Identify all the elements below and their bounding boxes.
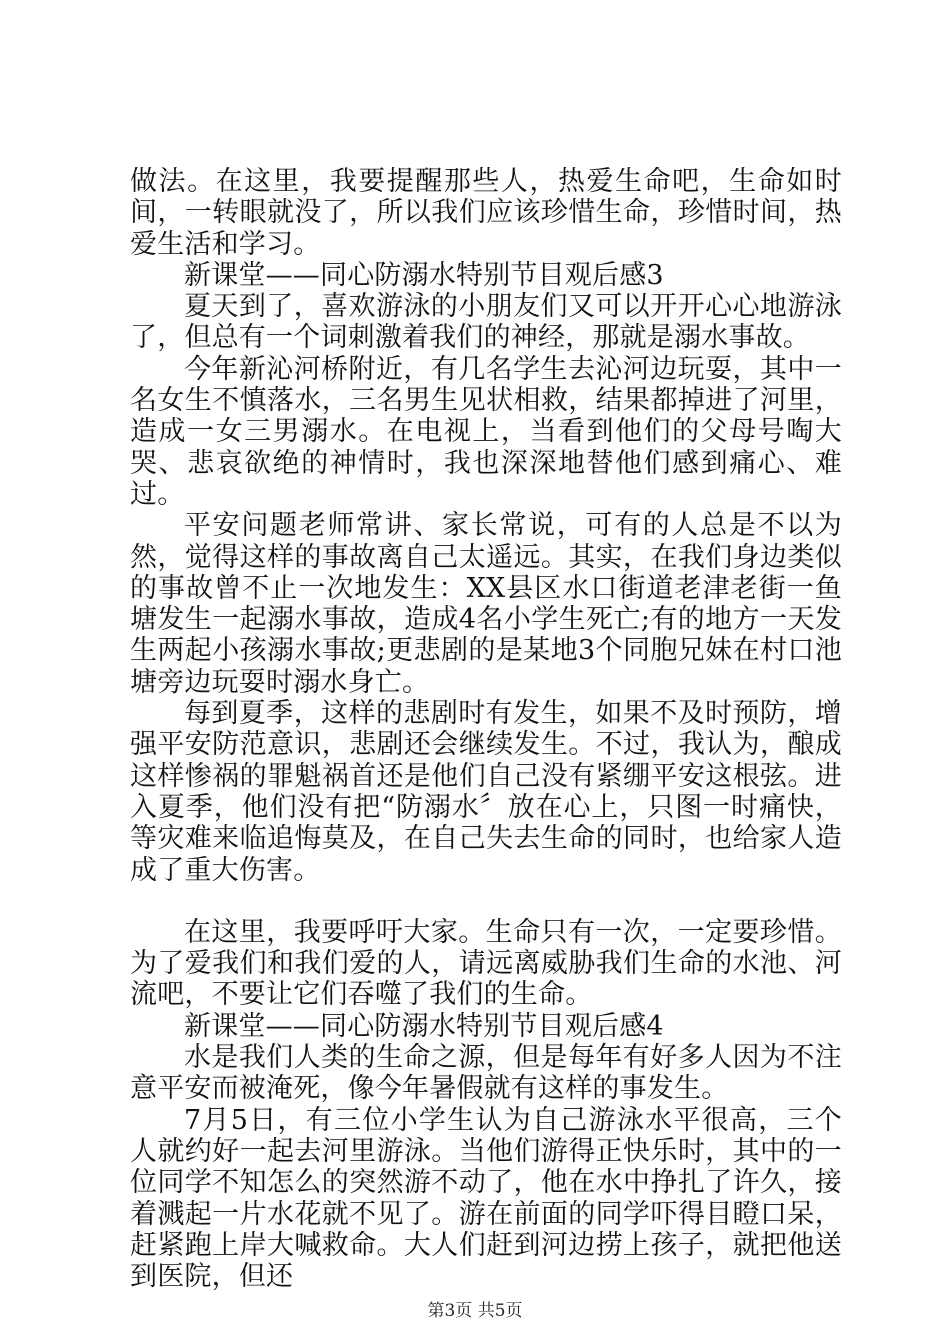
section-heading-4: 新课堂——同心防溺水特别节目观后感4	[184, 1010, 664, 1042]
document-body	[130, 166, 842, 1292]
blank-line	[130, 886, 842, 917]
paragraph: 7月5日，有三位小学生认为自己游泳水平很高，三个人就约好一起去河里游泳。当他们游得正快乐时，其中的一位同学不知怎么的突然游不动了，他在水中挣扎了许久，接着溅起一片水花就不见了。游在前面的同学吓得目瞪口呆，赶紧跑上岸大喊救命。大人们赶到河边捞上孩子，就把他送到医院，但还	[130, 1104, 842, 1293]
paragraph: 在这里，我要呼吁大家。生命只有一次，一定要珍惜。为了爱我们和我们爱的人，请远离威胁我们生命的水池、河流吧，不要让它们吞噬了我们的生命。	[130, 916, 842, 1011]
paragraph: 水是我们人类的生命之源，但是每年有好多人因为不注意平安而被淹死，像今年暑假就有这样的事发生。	[130, 1042, 842, 1105]
paragraph: 平安问题老师常讲、家长常说，可有的人总是不以为然，觉得这样的事故离自己太遥远。其实，在我们身边类似的事故曾不止一次地发生：XX县区水口街道老津老街一鱼塘发生一起溺水事故，造成4名小学生死亡;有的地方一天发生两起小孩溺水事故;更悲剧的是某地3个同胞兄妹在村口池塘旁边玩耍时溺水身亡。	[130, 510, 842, 698]
page-footer: 第3页 共5页	[427, 1301, 523, 1321]
paragraph-continuation: 做法。在这里，我要提醒那些人，热爱生命吧，生命如时间，一转眼就没了，所以我们应该珍惜生命，珍惜时间，热爱生活和学习。	[130, 166, 842, 260]
paragraph: 今年新沁河桥附近，有几名学生去沁河边玩耍，其中一名女生不慎落水，三名男生见状相救，结果都掉进了河里，造成一女三男溺水。在电视上，当看到他们的父母号啕大哭、悲哀欲绝的神情时，我也深深地替他们感到痛心、难过。	[130, 353, 842, 510]
paragraph: 夏天到了，喜欢游泳的小朋友们又可以开开心心地游泳了，但总有一个词刺激着我们的神经，那就是溺水事故。	[130, 291, 842, 354]
section-heading-3: 新课堂——同心防溺水特别节目观后感3	[184, 259, 664, 291]
paragraph: 每到夏季，这样的悲剧时有发生，如果不及时预防，增强平安防范意识，悲剧还会继续发生。不过，我认为，酿成这样惨祸的罪魁祸首还是他们自己没有紧绷平安这根弦。进入夏季，他们没有把“防溺水〞放在心上，只图一时痛快，等灾难来临追悔莫及，在自己失去生命的同时，也给家人造成了重大伤害。	[130, 698, 842, 886]
